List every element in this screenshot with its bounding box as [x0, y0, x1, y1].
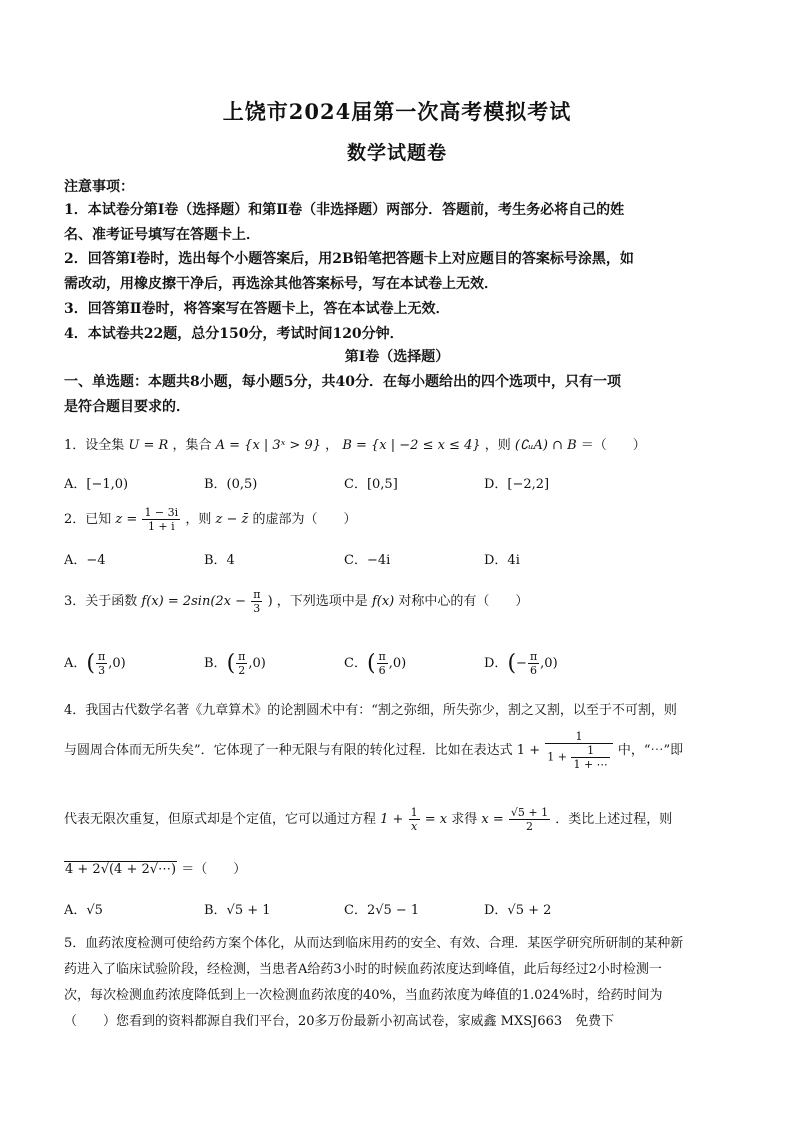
q1-mid: ，集合: [172, 438, 212, 453]
option-sign: −: [516, 656, 527, 671]
q3-denominator: 3: [253, 602, 261, 615]
note-line: 1．本试卷分第Ⅰ卷（选择题）和第Ⅱ卷（非选择题）两部分．答题前，考生务必将自己的姓: [64, 202, 625, 218]
q5-line3: 次，每次检测血药浓度降低到上一次检测血药浓度的40%，当血药浓度为峰值的1.024%时，给药时间为: [64, 988, 663, 1003]
q5-line2: 药进入了临床试验阶段，经检测，当患者A给药3小时的时候血药浓度达到峰值，此后每经过2小时检测一: [64, 962, 662, 977]
paren-open: (: [226, 651, 236, 676]
option-numerator: π: [97, 650, 106, 663]
q4-radical-end: ＝（ ）: [181, 862, 247, 877]
q5-line1: 5．血药浓度检测可使给药方案个体化，从而达到临床用药的安全、有效、合理．某医学研究所研制的某种新: [64, 936, 684, 951]
option-b[interactable]: B．(0,5): [204, 477, 258, 492]
q2-z-eq: z =: [115, 512, 138, 527]
q4-eq-rhs: = x: [424, 812, 448, 827]
option-d[interactable]: [484, 650, 558, 677]
option-a[interactable]: A．−4: [64, 553, 106, 568]
q4-nested-radical: 4 + 2√(4 + 2√⋯): [65, 862, 177, 877]
q2-fraction: [142, 506, 180, 533]
option-denominator: 3: [98, 664, 106, 677]
option-fraction: [528, 650, 539, 677]
question-2: [64, 506, 356, 533]
q4-line3: [64, 806, 672, 833]
option-label: A．: [64, 656, 87, 671]
note-line: 名、准考证号填写在答题卡上．: [64, 227, 260, 243]
part1-heading: 第Ⅰ卷（选择题）: [344, 349, 450, 365]
option-numerator: π: [238, 650, 246, 663]
option-label: C．: [344, 656, 367, 671]
option-label: D．: [484, 656, 508, 671]
option-c[interactable]: C．2√5 − 1: [344, 903, 420, 918]
q2-prefix: 2．已知: [64, 512, 112, 527]
q2-denominator: 1 + i: [147, 520, 175, 533]
option-numerator: π: [529, 650, 538, 663]
option-d[interactable]: D．[−2,2]: [484, 477, 550, 492]
option-tail: ,0): [540, 656, 558, 671]
option-b[interactable]: [204, 650, 266, 677]
q4-cf-den-one: 1 +: [547, 750, 567, 764]
q3-mid: ，下列选项中是: [276, 594, 368, 609]
q4-sol-den: 2: [526, 820, 533, 833]
q4-line3c: ．类比上述过程，则: [555, 812, 673, 827]
q4-sol-fraction: [509, 806, 550, 833]
note-line: 需改动，用橡皮擦干净后，再选涂其他答案标号，写在本试卷上无效．: [64, 276, 498, 292]
q4-eq-num: 1: [410, 806, 418, 819]
q4-cf-inner-num: 1: [571, 744, 609, 758]
option-b[interactable]: B．4: [204, 553, 235, 568]
q1-end: ＝（ ）: [580, 438, 646, 453]
q4-cf-inner: [571, 744, 609, 771]
option-denominator: 2: [238, 664, 246, 677]
option-c[interactable]: [344, 650, 406, 677]
option-fraction: [96, 650, 107, 677]
q4-line2b: 中，“⋯”即: [617, 743, 684, 758]
q3-prefix: 3．关于函数: [64, 594, 138, 609]
notes-heading: 注意事项：: [64, 179, 134, 195]
q4-sol-num: √5 + 1: [510, 806, 549, 819]
q1-set-b: B = {x | −2 ≤ x ≤ 4}: [342, 438, 481, 453]
q4-line2a: 与圆周合体而无所失矣”．它体现了一种无限与有限的转化过程．比如在表达式: [64, 743, 513, 758]
option-tail: ,0): [388, 656, 407, 671]
note-line: 4．本试卷共22题，总分150分，考试时间120分钟．: [64, 326, 404, 342]
option-d[interactable]: D．4i: [484, 553, 520, 568]
q4-eq-den: x: [410, 820, 418, 833]
option-tail: ,0): [108, 656, 126, 671]
option-c[interactable]: C．−4i: [344, 553, 391, 568]
option-label: B．: [204, 656, 227, 671]
q2-mid: ，则: [185, 512, 212, 527]
q4-cf-inner-den: 1 + ⋯: [573, 758, 608, 771]
q4-line2: [64, 730, 683, 771]
note-line: 3．回答第Ⅱ卷时，将答案写在答题卡上，答在本试卷上无效．: [64, 301, 450, 317]
exam-title: 上饶市2024届第一次高考模拟考试: [222, 99, 572, 124]
q4-cf-denominator: [545, 744, 612, 771]
q4-line3a: 代表无限次重复，但原式却是个定值，它可以通过方程: [64, 812, 377, 827]
option-numerator: π: [378, 650, 386, 663]
option-d[interactable]: D．√5 + 2: [484, 903, 552, 918]
q2-end: 的虚部为（ ）: [252, 512, 357, 527]
note-line: 2．回答第Ⅰ卷时，选出每个小题答案后，用2B铅笔把答题卡上对应题目的答案标号涂黑，如: [64, 251, 634, 267]
exam-subtitle: 数学试题卷: [346, 142, 447, 164]
q3-close: ): [267, 594, 273, 609]
q2-numerator: 1 − 3i: [144, 506, 179, 519]
section1-line1: 一、单选题：本题共8小题，每小题5分，共40分．在每小题给出的四个选项中，只有一项: [64, 374, 621, 390]
q4-line3b: 求得: [451, 812, 478, 827]
q4-line1: 4．我国古代数学名著《九章算术》的论割圆术中有：“割之弥细，所失弥少，割之又割，以至于不可割，则: [64, 703, 677, 718]
q3-function: f(x) = 2sin(2x −: [141, 594, 247, 609]
option-fraction: [377, 650, 388, 677]
option-a[interactable]: [64, 650, 126, 677]
section1-line2: 是符合题目要求的．: [64, 399, 190, 415]
q4-cf-numerator: 1: [545, 730, 612, 744]
q3-end: 对称中心的有（ ）: [398, 594, 529, 609]
footer-note: （ ）您看到的资料都源自我们平台，20多万份最新小初高试卷，家威鑫 MXSJ663 免费下: [64, 1014, 615, 1029]
option-tail: ,0): [248, 656, 266, 671]
q4-expr-one: 1 +: [516, 743, 541, 758]
question-1: [64, 434, 646, 453]
q1-prefix: 1．设全集: [64, 438, 125, 453]
q3-fraction: [251, 588, 262, 615]
q4-sol-lhs: x =: [481, 812, 504, 827]
q3-fx: f(x): [371, 594, 395, 609]
option-b[interactable]: B．√5 + 1: [204, 903, 271, 918]
option-denominator: 6: [378, 664, 386, 677]
option-a[interactable]: A．√5: [64, 903, 103, 918]
question-3: [64, 588, 528, 615]
paren-open: (: [366, 651, 376, 676]
option-denominator: 6: [530, 664, 538, 677]
q3-numerator: π: [253, 588, 261, 601]
option-a[interactable]: A．[−1,0): [64, 477, 129, 492]
q1-expression: (∁ᵤA) ∩ B: [514, 438, 577, 453]
option-fraction: [236, 650, 247, 677]
q1-set-a: A = {x | 3ˣ > 9}: [215, 438, 322, 453]
paren-open: (: [507, 651, 517, 676]
q4-eq-fraction: [409, 806, 420, 833]
q1-sep: ，: [325, 438, 339, 453]
paren-open: (: [86, 651, 95, 676]
q1-ask: ，则: [484, 438, 511, 453]
q1-universal-set: U = R: [128, 438, 169, 453]
q4-eq-lhs: 1 +: [380, 812, 404, 827]
q2-expression: z − z̄: [215, 512, 249, 527]
q4-radical-line: [64, 858, 246, 877]
q4-continued-fraction: [545, 730, 612, 771]
option-c[interactable]: C．[0,5]: [344, 477, 398, 492]
